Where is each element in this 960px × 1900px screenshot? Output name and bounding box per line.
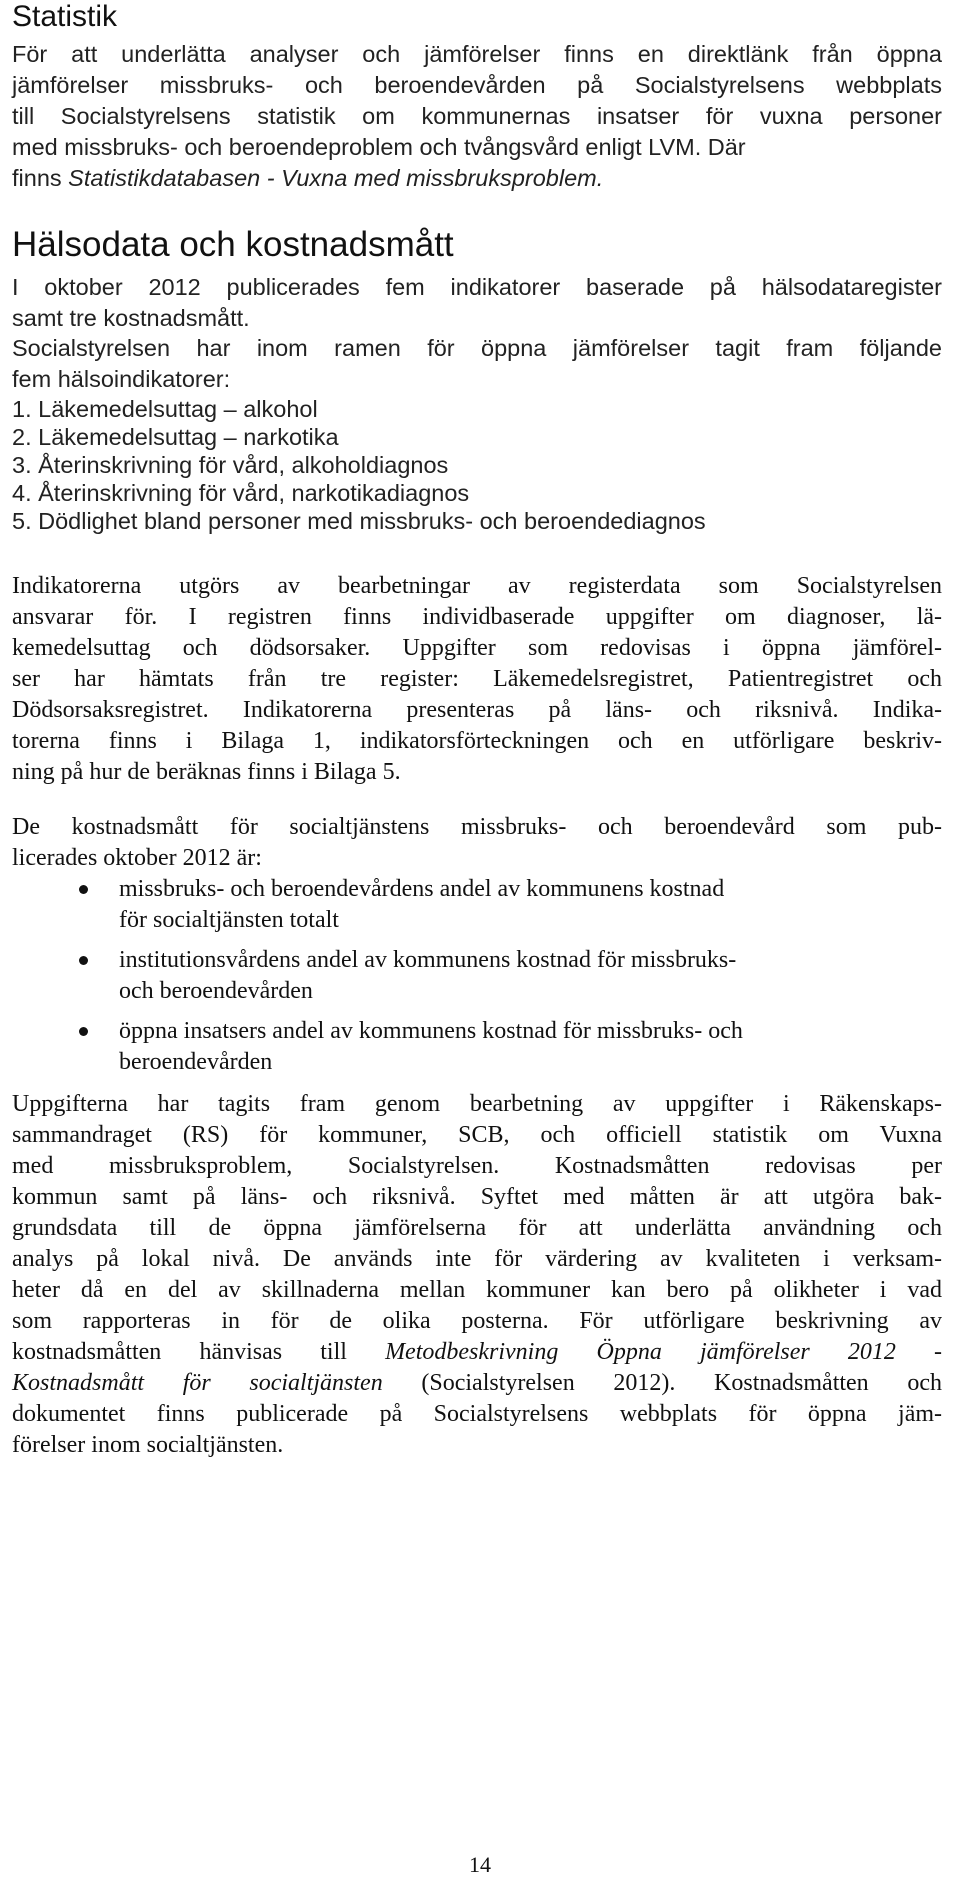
heading-halsodata: Hälsodata och kostnadsmått (12, 225, 454, 264)
text-fragment: kostnadsmåtten hänvisas till (12, 1339, 386, 1365)
bullet-icon (79, 885, 88, 894)
text-line: missbruks- och beroendevårdens andel av kommunens kostnad (119, 876, 725, 902)
indicator-item: 5. Dödlighet bland personer med missbruks- och beroendediagnos (12, 508, 706, 534)
text-line: jämförelser missbruks- och beroendevården på Socialstyrelsens webbplats (12, 72, 942, 98)
text-line: Socialstyrelsen har inom ramen för öppna jämförelser tagit fram följande (12, 335, 942, 361)
text-line: öppna insatsers andel av kommunens kostnad för missbruks- och (119, 1018, 743, 1044)
text-line: samt tre kostnadsmått. (12, 305, 250, 331)
heading-statistik: Statistik (12, 0, 118, 33)
metodbeskrivning-title: Metodbeskrivning Öppna jämförelser 2012 - (385, 1339, 942, 1365)
text-line: licerades oktober 2012 är: (12, 845, 262, 871)
text-line: grundsdata till de öppna jämförelserna för att underlätta användning och (12, 1215, 942, 1241)
text-line: till Socialstyrelsens statistik om kommunernas insatser för vuxna personer (12, 103, 942, 129)
kostnad-bullet-list (12, 874, 942, 1087)
text-line: ansvarar för. I registren finns individbaserade uppgifter om diagnoser, lä- (12, 604, 942, 630)
text-line: fem hälsoindikatorer: (12, 366, 231, 392)
halsodata-intro (12, 272, 942, 334)
text-line: beroendevården (119, 1049, 273, 1075)
kostnad-intro (12, 812, 942, 874)
indicator-item: 2. Läkemedelsuttag – narkotika (12, 424, 339, 450)
indicator-item: 3. Återinskrivning för vård, alkoholdiagnos (12, 452, 449, 478)
bullet-item (12, 945, 942, 1007)
text-line: Dödsorsaksregistret. Indikatorerna presenteras på läns- och riksnivå. Indika- (12, 697, 942, 723)
text-fragment: (Socialstyrelsen 2012). Kostnadsmåtten och (382, 1370, 943, 1396)
text-line: institutionsvårdens andel av kommunens kostnad för missbruks- (119, 947, 737, 973)
indicator-list (12, 395, 942, 535)
text-line: för socialtjänsten totalt (119, 907, 339, 933)
text-line (12, 163, 942, 194)
bullet-item (12, 874, 942, 936)
page-number: 14 (469, 1852, 491, 1877)
text-line: I oktober 2012 publicerades fem indikatorer baserade på hälsodataregister (12, 274, 942, 300)
text-fragment: finns (12, 165, 69, 191)
bullet-item (12, 1016, 942, 1078)
text-line: förelser inom socialtjänsten. (12, 1432, 284, 1458)
indicator-item: 4. Återinskrivning för vård, narkotikadiagnos (12, 480, 470, 506)
text-line (12, 1337, 942, 1368)
metodbeskrivning-subtitle: Kostnadsmått för socialtjänsten (12, 1370, 383, 1396)
indikatorerna-paragraph (12, 571, 942, 788)
statistikdatabasen-link-text: Statistikdatabasen - Vuxna med missbruksproblem. (68, 165, 604, 191)
text-line: kemedelsuttag och dödsorsaker. Uppgifter som redovisas i öppna jämförel- (12, 635, 942, 661)
text-line: kommun samt på läns- och riksnivå. Syftet med måtten är att utgöra bak- (12, 1184, 942, 1210)
text-line: De kostnadsmått för socialtjänstens missbruks- och beroendevård som pub- (12, 814, 942, 840)
text-line: ning på hur de beräknas finns i Bilaga 5. (12, 759, 401, 785)
text-line: med missbruks- och beroendeproblem och tvångsvård enligt LVM. Där (12, 134, 746, 160)
text-line (12, 1368, 942, 1399)
text-line: analys på lokal nivå. De används inte för värdering av kvaliteten i verksam- (12, 1246, 942, 1272)
indicators-intro (12, 333, 942, 395)
bullet-icon (79, 1027, 88, 1036)
text-line: För att underlätta analyser och jämförelser finns en direktlänk från öppna (12, 41, 942, 67)
uppgifterna-paragraph (12, 1089, 942, 1461)
text-line: som rapporteras in för de olika posterna. För utförligare beskrivning av (12, 1308, 942, 1334)
text-line: Indikatorerna utgörs av bearbetningar av registerdata som Socialstyrelsen (12, 573, 942, 599)
text-line: och beroendevården (119, 978, 313, 1004)
text-line: Uppgifterna har tagits fram genom bearbetning av uppgifter i Räkenskaps- (12, 1091, 942, 1117)
indicator-item: 1. Läkemedelsuttag – alkohol (12, 396, 318, 422)
text-line: torerna finns i Bilaga 1, indikatorsförteckningen och en utförligare beskriv- (12, 728, 942, 754)
text-line: dokumentet finns publicerade på Socialstyrelsens webbplats för öppna jäm- (12, 1401, 942, 1427)
text-line: med missbruksproblem, Socialstyrelsen. Kostnadsmåtten redovisas per (12, 1153, 942, 1179)
statistik-paragraph (12, 39, 942, 194)
text-line: sammandraget (RS) för kommuner, SCB, och officiell statistik om Vuxna (12, 1122, 942, 1148)
bullet-icon (79, 956, 88, 965)
text-line: heter då en del av skillnaderna mellan kommuner kan bero på olikheter i vad (12, 1277, 942, 1303)
text-line: ser har hämtats från tre register: Läkemedelsregistret, Patientregistret och (12, 666, 942, 692)
